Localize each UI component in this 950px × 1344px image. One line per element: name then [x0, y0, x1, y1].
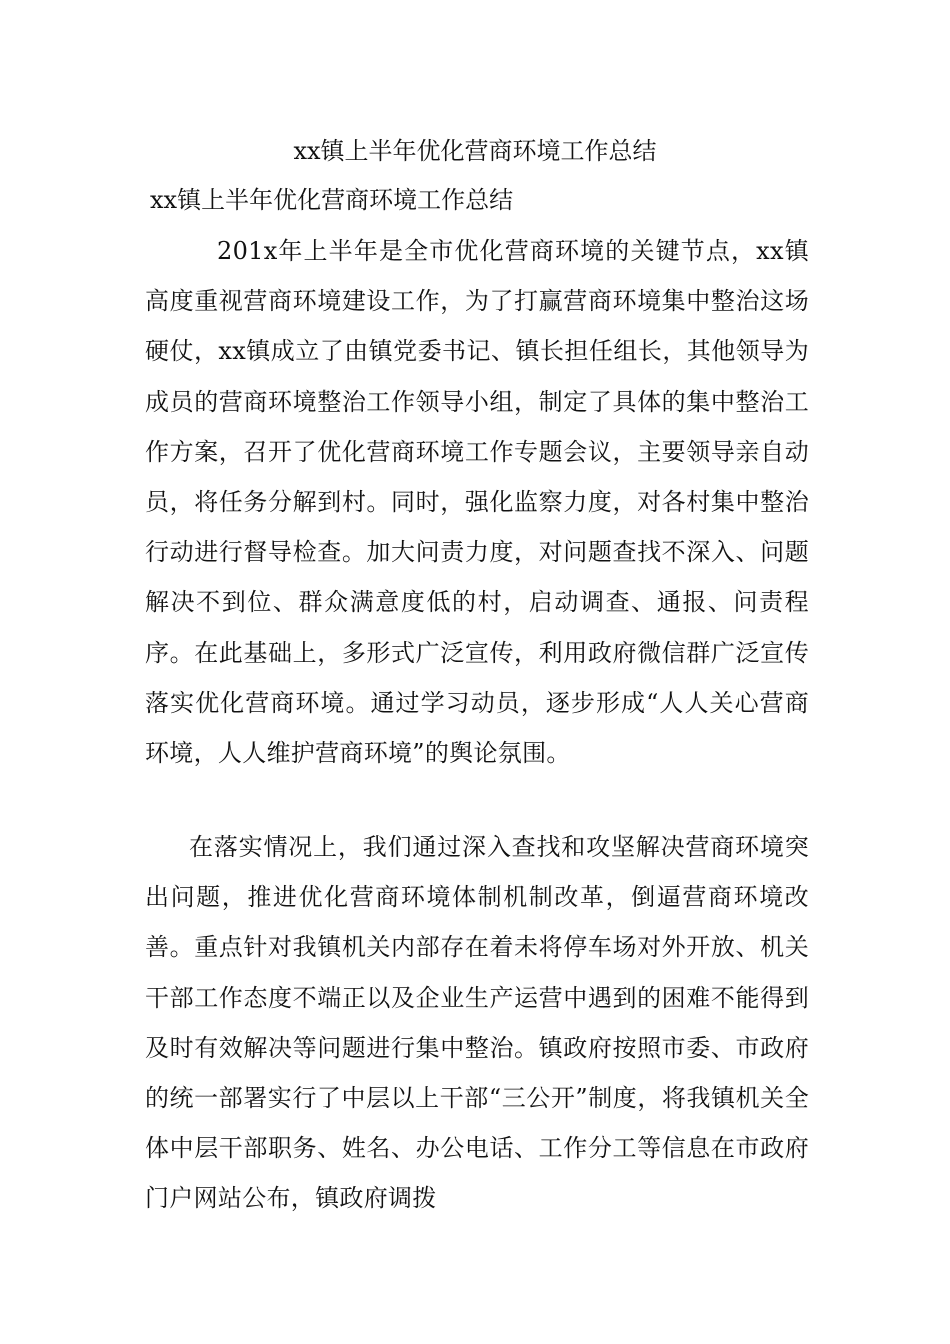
- document-subtitle: xx镇上半年优化营商环境工作总结: [150, 186, 514, 214]
- document-title: xx镇上半年优化营商环境工作总结: [293, 137, 657, 165]
- body-paragraph-1: 201x年上半年是全市优化营商环境的关键节点，xx镇高度重视营商环境建设工作，为了打赢营商环境集中整治这场硬仗，xx镇成立了由镇党委书记、镇长担任组长，其他领导为成员的营商环境整治工作领导小组，制定了具体的集中整治工作方案，召开了优化营商环境工作专题会议，主要领导亲自动员，将任务分解到村。同时，强化监察力度，对各村集中整治行动进行督导检查。加大问责力度，对问题查找不深入、问题解决不到位、群众满意度低的村，启动调查、通报、问责程序。在此基础上，多形式广泛宣传，利用政府微信群广泛宣传落实优化营商环境。通过学习动员，逐步形成“人人关心营商环境，人人维护营商环境”的舆论氛围。: [145, 237, 809, 768]
- body-paragraph-2: 在落实情况上，我们通过深入查找和攻坚解决营商环境突出问题，推进优化营商环境体制机制改革，倒逼营商环境改善。重点针对我镇机关内部存在着未将停车场对外开放、机关干部工作态度不端正以及企业生产运营中遇到的困难不能得到及时有效解决等问题进行集中整治。镇政府按照市委、市政府的统一部署实行了中层以上干部“三公开”制度，将我镇机关全体中层干部职务、姓名、办公电话、工作分工等信息在市政府门户网站公布，镇政府调拨: [145, 833, 809, 1213]
